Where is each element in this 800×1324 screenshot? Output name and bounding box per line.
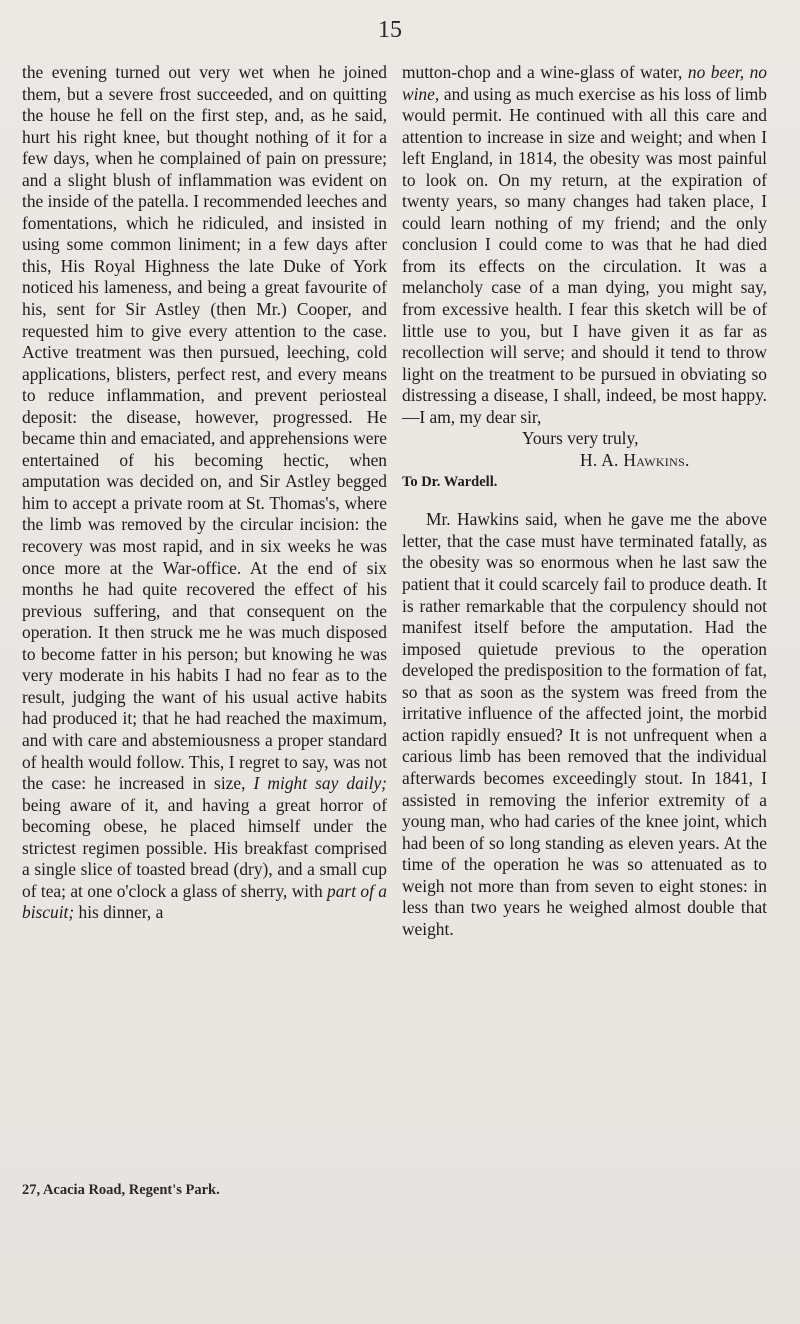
footnote-address: 27, Acacia Road, Regent's Park. — [22, 1182, 220, 1198]
letter-signature: H. A. Hawkins. — [580, 449, 690, 470]
letter-closing: Yours very truly, — [522, 428, 639, 449]
left-paragraph — [22, 62, 387, 924]
right-text-part-1: mutton-chop and a wine-glass of water, — [402, 62, 683, 82]
right-column — [402, 62, 767, 940]
left-text-part-2: being aware of it, and having a great horror of becoming obese, he placed himself under the strictest regimen possible. His breakfast comprised a single slice of toasted bread (dry), and a small cup of tea; at one o'clock a glass of sherry, with — [22, 794, 387, 901]
right-paragraph-commentary: Mr. Hawkins said, when he gave me the above letter, that the case must have terminated fatally, as the obesity was so enormous when he last saw the patient that it could scarcely fail to produce death. It is rather remarkable that the corpulency should not manifest itself before the amputation. Had the imposed quietude previous to the operation developed the predisposition to the formation of fat, so that as soon as the system was freed from the irritative influence of the affected joint, the morbid action rapidly ensued? It is not unfrequent when a carious limb has been removed that the individual afterwards becomes exceedingly stout. In 1841, I assisted in removing the inferior extremity of a young man, who had caries of the knee joint, which had been of so long standing as eleven years. At the time of the operation he was so attenuated as to weigh not more than from seven to eight stones: in less than two years he weighed almost double that weight. — [402, 509, 767, 939]
letter-closing-block — [402, 428, 767, 491]
right-paragraph-letter — [402, 62, 767, 428]
left-text-part-3: his dinner, a — [78, 902, 164, 923]
left-column — [22, 62, 387, 924]
letter-recipient: To Dr. Wardell. — [402, 474, 498, 491]
page-number: 15 — [378, 17, 402, 43]
left-italic-phrase-2: part of a biscuit; — [22, 880, 387, 923]
right-italic-phrase: no beer, no wine, — [402, 62, 768, 104]
left-text-part-1: the evening turned out very wet when he joined them, but a severe frost succeeded, and on quitting the house he fell on the first step, and, as he said, hurt his right knee, but thought nothing of it for a few days, when he complained of pain on pressure; and a slight blush of inflammation was evident on the inside of the patella. I recommended leeches and fomentations, which he ridiculed, and insisted in using some common liniment; in a few days after this, His Royal Highness the late Duke of York noticed his lameness, and being a great favourite of his, sent for Sir Astley (then Mr.) Cooper, and requested him to give every attention to the case. Active treatment was then pursued, leeching, cold applications, blisters, perfect rest, and every means to reduce inflammation, and prevent periosteal deposit: the disease, however, progressed. He became thin and emaciated, and apprehensions were entertained of his becoming hectic, when amputation was decided on, and Sir Astley begged him to accept a private room at St. Thomas's, where the limb was removed by the circular incision: the recovery was most rapid, and in six weeks he was once more at the War-office. At the end of six months he had quite recovered the effect of his previous suffering, and that consequent on the operation. It then struck me he was much disposed to become fatter in his person; but knowing he was very moderate in his habits I had no fear as to the result, judging the want of his usual active habits had produced it; that he had reached the maximum, and with care and abstemiousness a proper standard of health would follow. This, I regret to say, was not the case: he increased in size, — [22, 62, 387, 794]
right-text-part-2: and using as much exercise as his loss of limb would permit. He continued with all this care and attention to increase in size and weight; and when I left England, in 1814, the obesity was most painful to look on. On my return, at the expiration of twenty years, so many changes had taken place, I could learn nothing of my friend; and the only conclusion I could come to was that he had died from its effects on the circulation. It was a melancholy case of a man dying, you might say, from excessive health. I fear this sketch will be of little use to you, but I have given it as far as recollection will serve; and should it tend to throw light on the treatment to be pursued in obviating so distressing a disease, I shall, indeed, be most happy.—I am, my dear sir, — [402, 83, 767, 427]
left-italic-phrase-1: I might say daily; — [253, 773, 387, 794]
